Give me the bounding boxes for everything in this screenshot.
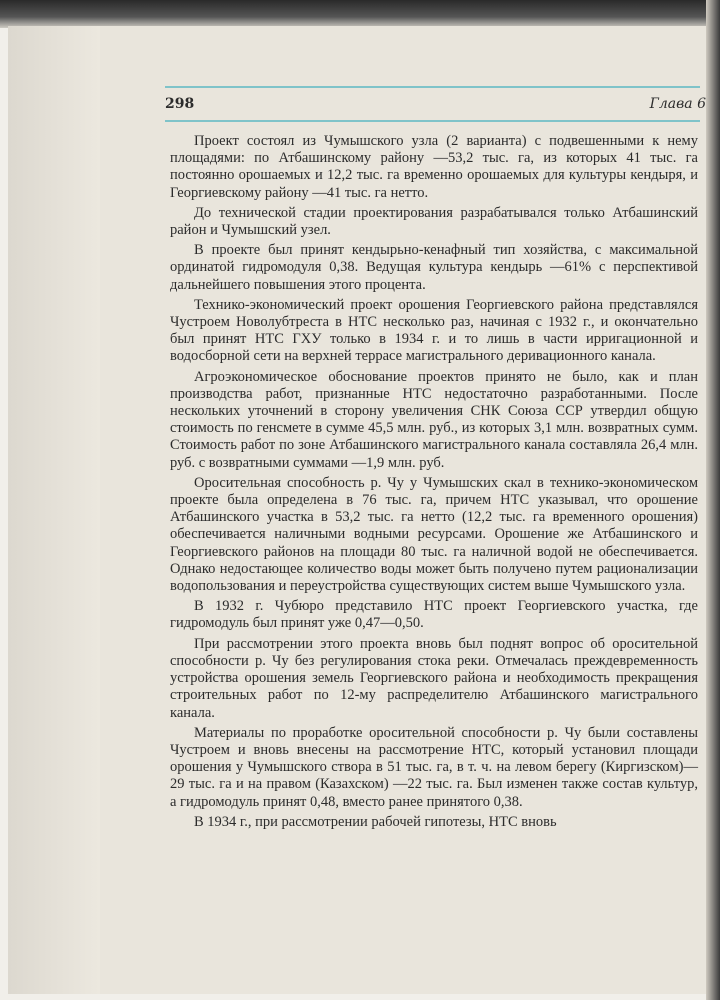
page-edge-strip (8, 26, 100, 994)
paragraph: В 1934 г., при рассмотрении рабочей гипотезы, НТС вновь (194, 813, 557, 830)
paragraph: Оросительная способность р. Чу у Чумышских скал в технико-экономическом проекте была определена в 76 тыс. га, причем НТС указывал, что орошение Атбашинского участка в 53,2 тыс. га нетто (12,2 тыс. га временного орошения) обеспечивается наличными водными ресурсами. Орошение же Атбашинского и Георгиевского районов на площади 80 тыс. га наличной водой не обеспечивается. Однако недостающее количество воды может быть получено путем рационализации водопользования и переустройства существующих систем выше Чумышского узла. (170, 474, 698, 595)
page-number: 298 (165, 96, 195, 112)
running-head: Глава 6 (649, 96, 706, 112)
scan-top-shadow (0, 0, 720, 28)
paragraph: В 1932 г. Чубюро представило НТС проект Георгиевского участка, где гидромодуль был принят уже 0,47—0,50. (170, 598, 698, 632)
paragraph: Технико-экономический проект орошения Георгиевского района представлялся Чустроем Новолубтреста в НТС несколько раз, начиная с 1932 г., и окончательно был принят НТС ГХУ только в 1934 г. и то лишь в части ирригационной и водосборной сети на верхней террасе магистрального деривационного канала. (170, 296, 698, 365)
paragraph: Проект состоял из Чумышского узла (2 варианта) с подвешенными к нему площадями: по Атбашинскому району —53,2 тыс. га, из которых 41 тыс. га постоянно орошаемых и 12,2 тыс. га временно орошаемых для культуры кендыря, и Георгиевскому району —41 тыс. га нетто. (170, 133, 698, 201)
paragraph: Агроэкономическое обоснование проектов принято не было, как и план производства работ, признанные НТС недостаточно разработанными. После нескольких уточнений в сторону увеличения СНК Союза ССР утвердил общую стоимость по генсмете в сумме 45,5 млн. руб., из которых 3,1 млн. возвратных сумм. Стоимость работ по зоне Атбашинского магистрального канала составляла 26,4 млн. руб. с возвратными суммами —1,9 млн. руб. (170, 368, 698, 471)
header-rule-bottom (165, 120, 700, 122)
body-text (170, 133, 698, 834)
scan-right-shadow (706, 0, 720, 1000)
paragraph: До технической стадии проектирования разрабатывался только Атбашинский район и Чумышский узел. (170, 204, 698, 239)
paragraph: При рассмотрении этого проекта вновь был поднят вопрос об оросительной способности р. Чу без регулирования стока реки. Отмечалась преждевременность устройства орошения земель Георгиевского района и необходимость прекращения строительных работ по 12-му распределителю Атбашинского магистрального канала. (170, 635, 698, 721)
header-rule-top (165, 86, 700, 88)
paragraph: Материалы по проработке оросительной способности р. Чу были составлены Чустроем и вновь внесены на рассмотрение НТС, который установил площади орошения у Чумышского створа в 51 тыс. га, в т. ч. на левом берегу (Киргизском)—29 тыс. га и на правом (Казахском) —22 тыс. га. Был изменен также состав культур, а гидромодуль принят 0,48, вместо ранее принятого 0,38. (170, 724, 698, 810)
paragraph: В проекте был принят кендырьно-кенафный тип хозяйства, с максимальной ординатой гидромодуля 0,38. Ведущая культура кендырь —61% с перспективой дальнейшего повышения этого процента. (170, 242, 698, 293)
